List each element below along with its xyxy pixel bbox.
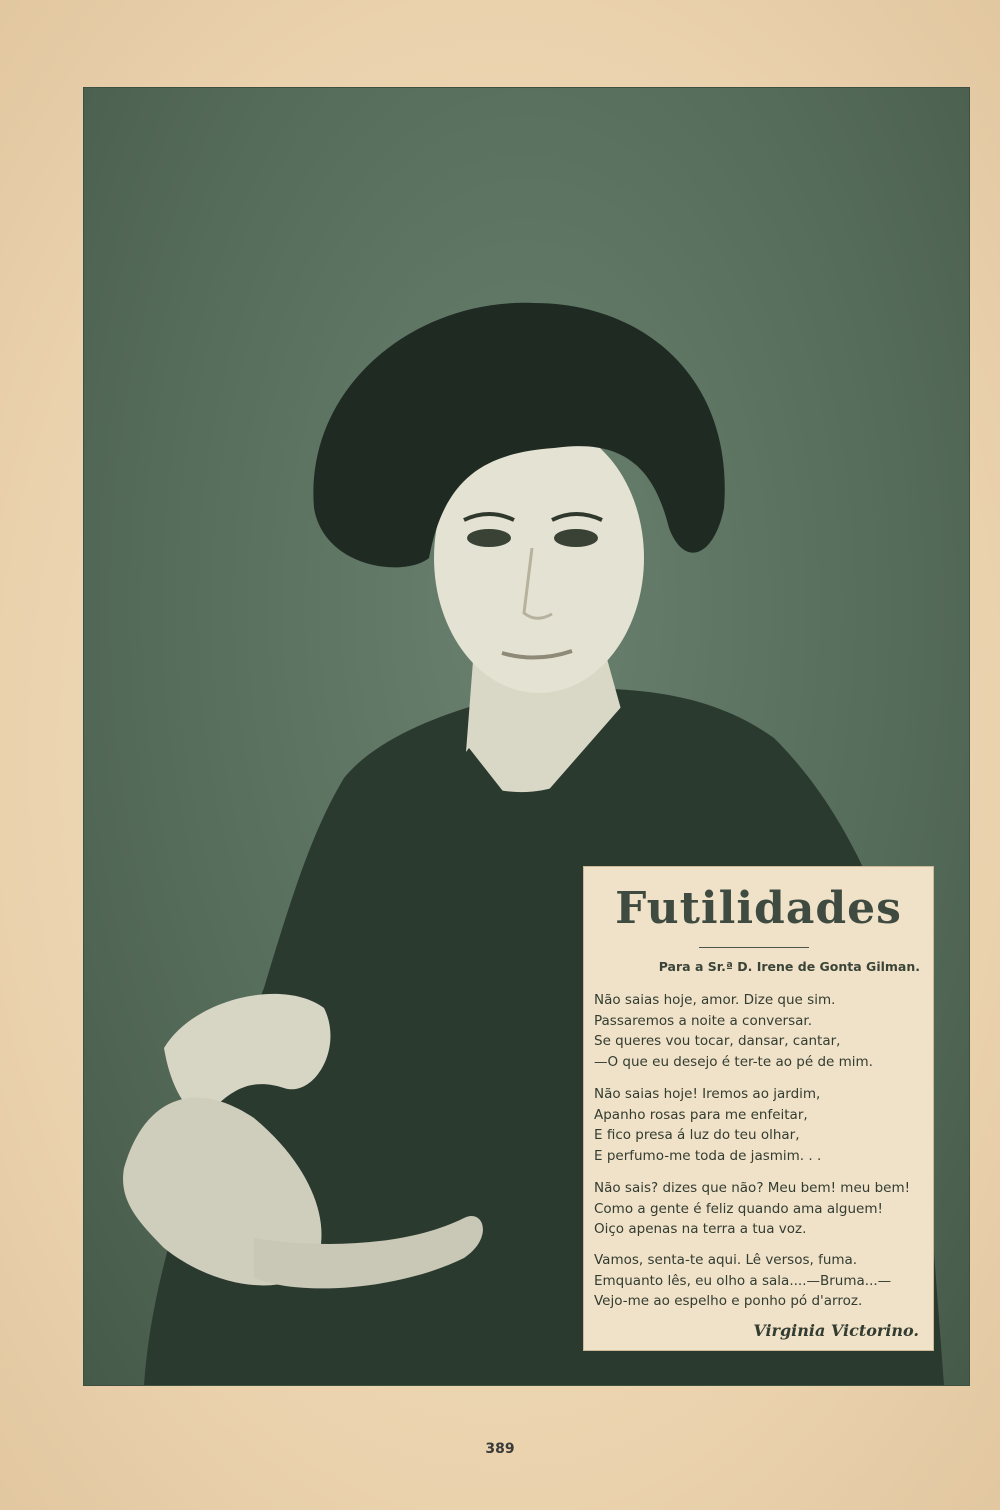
verse-line: —O que eu desejo é ter-te ao pé de mim. [594, 1053, 873, 1070]
verse-line: Não sais? dizes que não? Meu bem! meu bem! [594, 1180, 911, 1196]
verse-line: Vamos, senta-te aqui. Lê versos, fuma. [594, 1252, 858, 1268]
author-signature: Virginia Victorino. [753, 1321, 919, 1340]
verse-line: E fico presa á luz do teu olhar, [594, 1127, 800, 1143]
page-number: 389 [485, 1441, 515, 1457]
verse-line: Oiço apenas na terra a tua voz. [594, 1221, 807, 1237]
poem-title: Futilidades [615, 883, 902, 934]
verse-line: Vejo-me ao espelho e ponho pó d'arroz. [594, 1293, 863, 1309]
stanza-4 [594, 1250, 919, 1312]
verse-line: Não saias hoje, amor. Dize que sim. [594, 992, 836, 1008]
verse-line: Emquanto lês, eu olho a sala....—Bruma...— [594, 1272, 892, 1289]
verse-line: Como a gente é feliz quando ama alguem! [594, 1200, 883, 1217]
verse-line: E perfumo-me toda de jasmim. . . [594, 1147, 822, 1164]
stanza-3 [594, 1178, 919, 1240]
title-divider [699, 947, 809, 948]
verse-line: Não saias hoje! Iremos ao jardim, [594, 1086, 821, 1102]
stanza-1 [594, 990, 919, 1072]
verse-line: Passaremos a noite a conversar. [594, 1012, 813, 1029]
verse-line: Se queres vou tocar, dansar, cantar, [594, 1033, 841, 1049]
verse-line: Apanho rosas para me enfeitar, [594, 1106, 808, 1123]
stanza-2 [594, 1084, 919, 1166]
poem-panel [583, 866, 934, 1351]
poem-dedication: Para a Sr.ª D. Irene de Gonta Gilman. [658, 959, 920, 974]
